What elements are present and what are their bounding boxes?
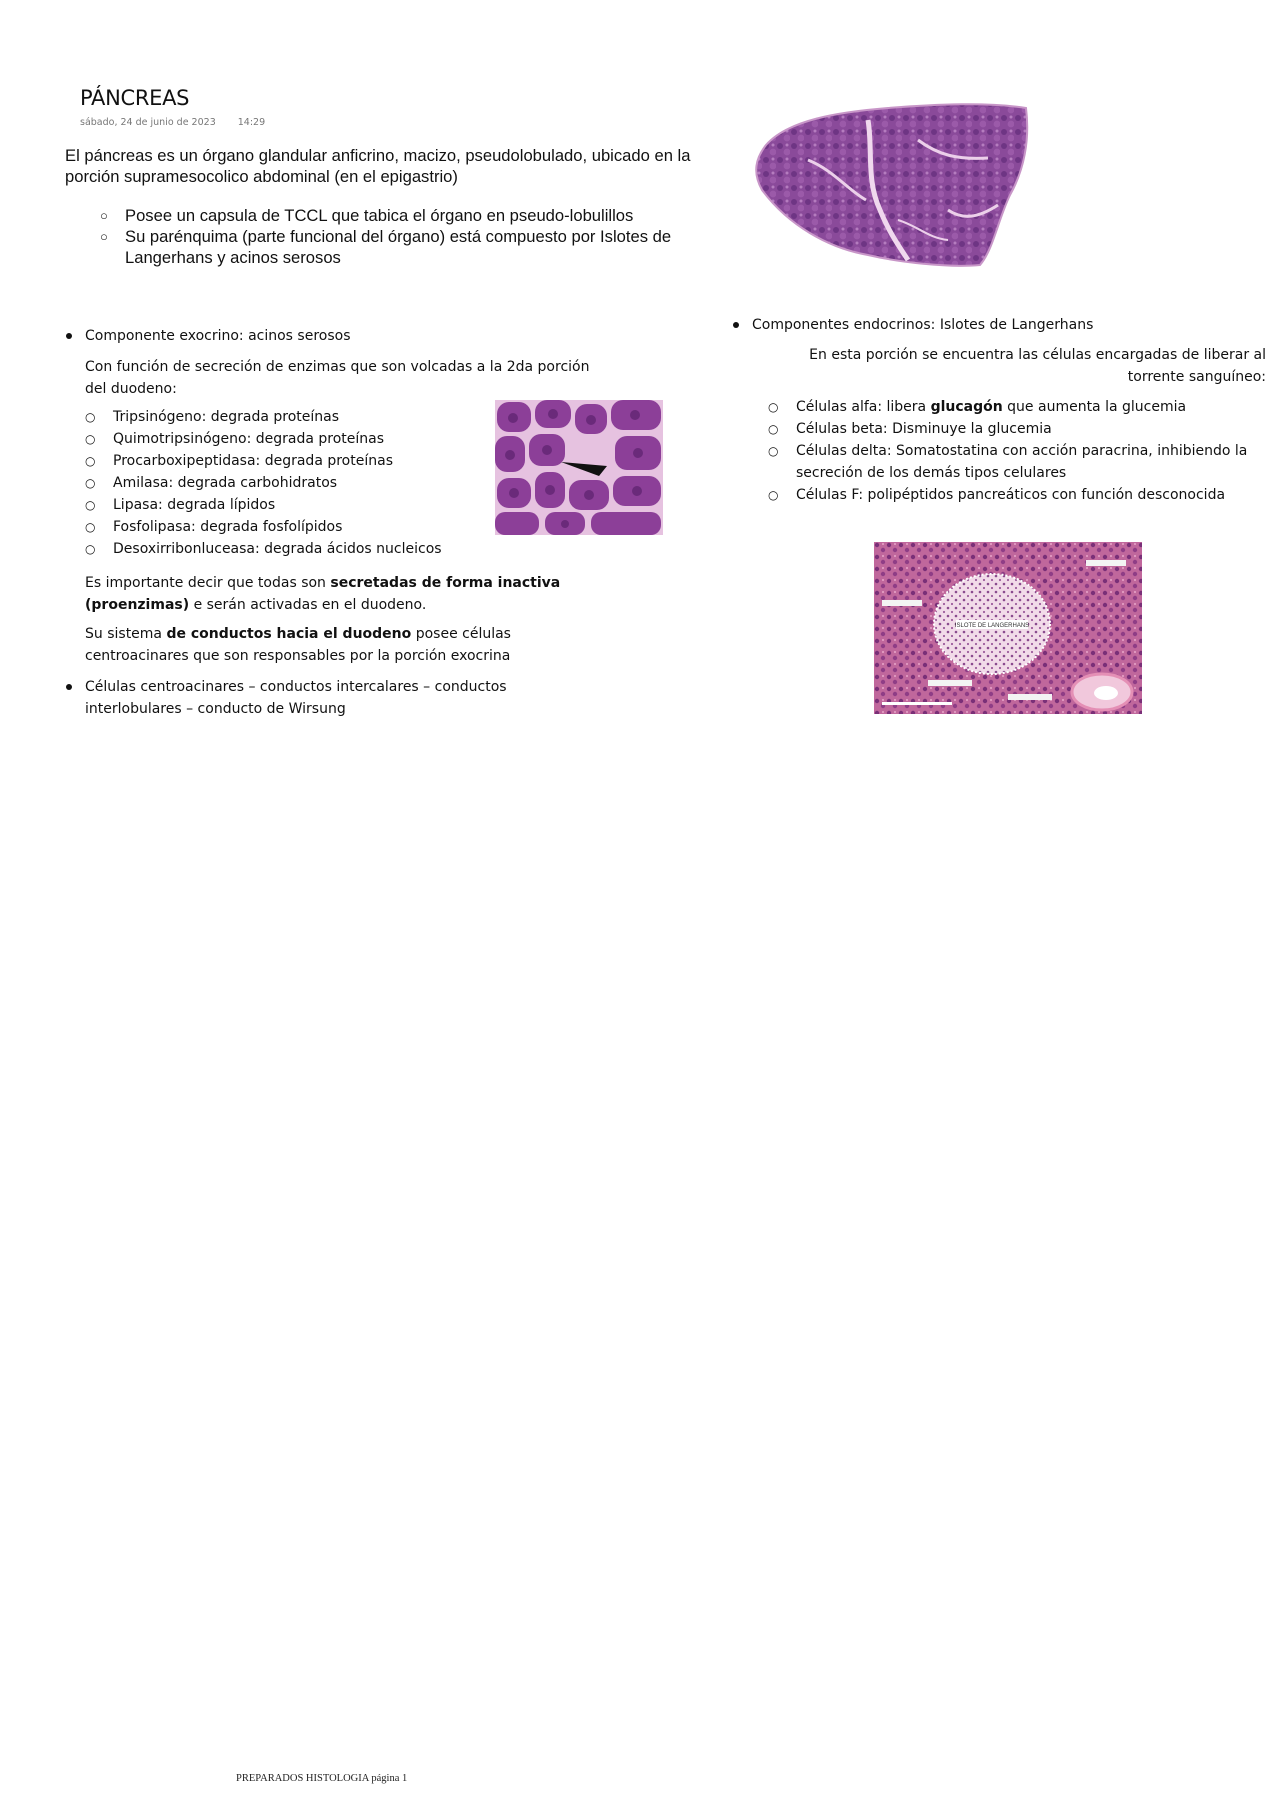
list-item [85, 406, 505, 428]
serous-acini-image [495, 400, 663, 535]
circle-bullet-icon: ○ [100, 229, 108, 244]
pancreas-section-image [748, 100, 1033, 270]
endocrine-heading [752, 314, 1262, 336]
circle-bullet-icon: ○ [85, 542, 96, 556]
page-time: 14:29 [237, 117, 266, 128]
note-emphasis: secretadas de forma inactiva (proenzimas) [85, 575, 561, 613]
list-item [85, 472, 505, 494]
note-text: e serán activadas en el duodeno. [189, 597, 427, 613]
list-item-text: Células beta: Disminuye la glucemia [796, 421, 1052, 437]
circle-bullet-icon: ○ [85, 476, 96, 490]
list-item [100, 205, 720, 226]
list-item [768, 484, 1268, 506]
bullet-icon [66, 333, 72, 339]
page-date: sábado, 24 de junio de 2023 [80, 117, 216, 128]
list-item [100, 226, 720, 268]
circle-bullet-icon: ○ [85, 520, 96, 534]
list-item-text: Procarboxipeptidasa: degrada proteínas [113, 453, 393, 469]
circle-bullet-icon: ○ [100, 208, 108, 223]
note-emphasis: de conductos hacia el duodeno [166, 626, 412, 642]
circle-bullet-icon: ○ [768, 488, 779, 502]
islet-of-langerhans-image [874, 542, 1142, 714]
circle-bullet-icon: ○ [768, 400, 779, 414]
list-item [85, 494, 505, 516]
enzyme-list [85, 406, 505, 560]
list-item-text: Amilasa: degrada carbohidratos [113, 475, 338, 491]
list-item [768, 418, 1268, 440]
list-item [85, 516, 505, 538]
page-title: PÁNCREAS [80, 86, 190, 110]
circle-bullet-icon: ○ [85, 410, 96, 424]
list-item [768, 396, 1268, 418]
circle-bullet-icon: ○ [768, 422, 779, 436]
list-item [85, 428, 505, 450]
note-text: posee células centroacinares que son responsables por la porción exocrina [85, 626, 511, 664]
islet-cell-list [768, 396, 1268, 506]
exocrine-heading-text: Componente exocrino: acinos serosos [85, 328, 351, 344]
circle-bullet-icon: ○ [85, 454, 96, 468]
note-text: Su sistema [85, 626, 167, 642]
list-item-text: que aumenta la glucemia [1002, 399, 1187, 415]
list-item-text: Posee un capsula de TCCL que tabica el órgano en pseudo-lobulillos [125, 206, 634, 225]
list-item-text: Desoxirribonluceasa: degrada ácidos nucleicos [113, 541, 442, 557]
circle-bullet-icon: ○ [85, 498, 96, 512]
list-item-text: Tripsinógeno: degrada proteínas [113, 409, 340, 425]
circle-bullet-icon: ○ [768, 444, 779, 458]
duct-sequence-text: Células centroacinares – conductos intercalares – conductos interlobulares – conducto de Wirsung [85, 679, 507, 717]
duct-sequence [85, 676, 555, 720]
proenzyme-note [85, 572, 605, 616]
intro-paragraph: El páncreas es un órgano glandular anficrino, macizo, pseudolobulado, ubicado en la porción supramesocolico abdominal (en el epigastrio) [65, 146, 691, 186]
exocrine-lead: Con función de secreción de enzimas que son volcadas a la 2da porción del duodeno: [85, 359, 590, 397]
note-text: Es importante decir que todas son [85, 575, 331, 591]
list-item-text: Su parénquima (parte funcional del órgano) está compuesto por Islotes de Langerhans y acinos serosos [125, 227, 672, 267]
list-item [85, 450, 505, 472]
bullet-icon [66, 684, 72, 690]
bullet-icon [733, 322, 739, 328]
duct-system-note [85, 623, 550, 667]
list-item [768, 440, 1268, 484]
list-item-text: Células alfa: libera [796, 399, 931, 415]
list-item-text: Células delta: Somatostatina con acción paracrina, inhibiendo la secreción de los demás tipos celulares [796, 443, 1248, 481]
list-item-text: Lipasa: degrada lípidos [113, 497, 276, 513]
list-item-text: Fosfolipasa: degrada fosfolípidos [113, 519, 343, 535]
intro-list [100, 205, 720, 268]
list-item-text: Quimotripsinógeno: degrada proteínas [113, 431, 385, 447]
circle-bullet-icon: ○ [85, 432, 96, 446]
endocrine-heading-text: Componentes endocrinos: Islotes de Langerhans [752, 317, 1094, 333]
endocrine-lead: En esta porción se encuentra las células encargadas de liberar al torrente sanguíneo: [809, 347, 1266, 385]
exocrine-heading [85, 325, 605, 347]
islet-label: ISLOTE DE LANGERHANS [954, 623, 1030, 629]
list-item [85, 538, 505, 560]
page-meta [80, 117, 265, 128]
list-item-emphasis: glucagón [930, 399, 1003, 415]
page-footer: PREPARADOS HISTOLOGIA página 1 [236, 1773, 408, 1784]
list-item-text: Células F: polipéptidos pancreáticos con función desconocida [796, 487, 1226, 503]
